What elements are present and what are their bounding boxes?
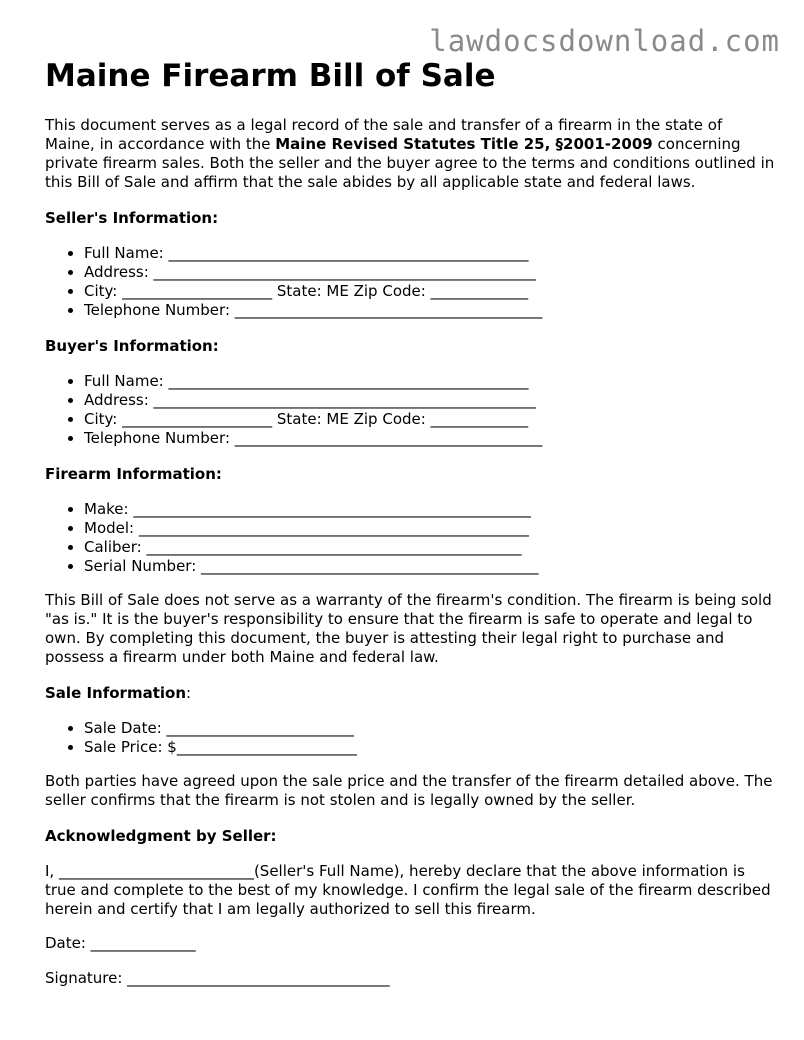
signature-field[interactable]: Signature: ___________________________________ — [45, 969, 390, 987]
sale-heading-label: Sale Information — [45, 684, 186, 702]
buyer-full-name-field[interactable]: • Full Name: ________________________________________________ — [84, 372, 775, 391]
buyer-city-state-zip-field[interactable]: • City: ____________________ State: ME Zip Code: _____________ — [84, 410, 775, 429]
firearm-heading: Firearm Information: — [45, 465, 222, 483]
sale-heading — [45, 684, 775, 703]
seller-full-name-field[interactable]: • Full Name: ________________________________________________ — [84, 244, 775, 263]
agreement-paragraph: Both parties have agreed upon the sale price and the transfer of the firearm detailed above. The seller confirms that the firearm is not stolen and is legally owned by the seller. — [45, 772, 773, 809]
sale-date-field[interactable]: • Sale Date: _________________________ — [84, 719, 775, 738]
firearm-model-field[interactable]: • Model: ____________________________________________________ — [84, 519, 775, 538]
date-field[interactable]: Date: ______________ — [45, 934, 196, 952]
buyer-heading: Buyer's Information: — [45, 337, 219, 355]
seller-city-state-zip-field[interactable]: • City: ____________________ State: ME Zip Code: _____________ — [84, 282, 775, 301]
warranty-paragraph: This Bill of Sale does not serve as a warranty of the firearm's condition. The firearm is being sold "as is." It is the buyer's responsibility to ensure that the firearm is safe to operate and legal to own. By completing this document, the buyer is attesting their legal right to purchase and possess a firearm under both Maine and federal law. — [45, 591, 772, 666]
seller-info-list — [45, 244, 775, 320]
seller-telephone-field[interactable]: • Telephone Number: _________________________________________ — [84, 301, 775, 320]
seller-heading: Seller's Information: — [45, 209, 219, 227]
watermark: lawdocsdownload.com — [429, 24, 780, 58]
firearm-caliber-field[interactable]: • Caliber: __________________________________________________ — [84, 538, 775, 557]
sale-heading-colon: : — [186, 684, 192, 702]
intro-text-after: concerning private firearm sales. Both the seller and the buyer agree to the terms and conditions outlined in this Bill of Sale and affirm that the sale abides by all applicable state and federal laws. — [45, 135, 775, 191]
buyer-info-list — [45, 372, 775, 448]
seller-address-field[interactable]: • Address: ___________________________________________________ — [84, 263, 775, 282]
acknowledgment-heading: Acknowledgment by Seller: — [45, 827, 277, 845]
buyer-address-field[interactable]: • Address: ___________________________________________________ — [84, 391, 775, 410]
intro-paragraph — [45, 116, 775, 192]
acknowledgment-text[interactable]: I, __________________________(Seller's Full Name), hereby declare that the above information is true and complete to the best of my knowledge. I confirm the legal sale of the firearm described herein and certify that I am legally authorized to sell this firearm. — [45, 862, 771, 918]
page-title: Maine Firearm Bill of Sale — [45, 58, 496, 94]
firearm-info-list — [45, 500, 775, 576]
document-page — [45, 56, 775, 988]
sale-info-list — [45, 719, 775, 757]
statute-reference: Maine Revised Statutes Title 25, §2001-2009 — [275, 135, 653, 153]
sale-price-field[interactable]: • Sale Price: $________________________ — [84, 738, 775, 757]
firearm-make-field[interactable]: • Make: _____________________________________________________ — [84, 500, 775, 519]
intro-text-before: This document serves as a legal record of the sale and transfer of a firearm in the state of Maine, in accordance with the — [45, 116, 723, 153]
buyer-telephone-field[interactable]: • Telephone Number: _________________________________________ — [84, 429, 775, 448]
firearm-serial-number-field[interactable]: • Serial Number: _____________________________________________ — [84, 557, 775, 576]
